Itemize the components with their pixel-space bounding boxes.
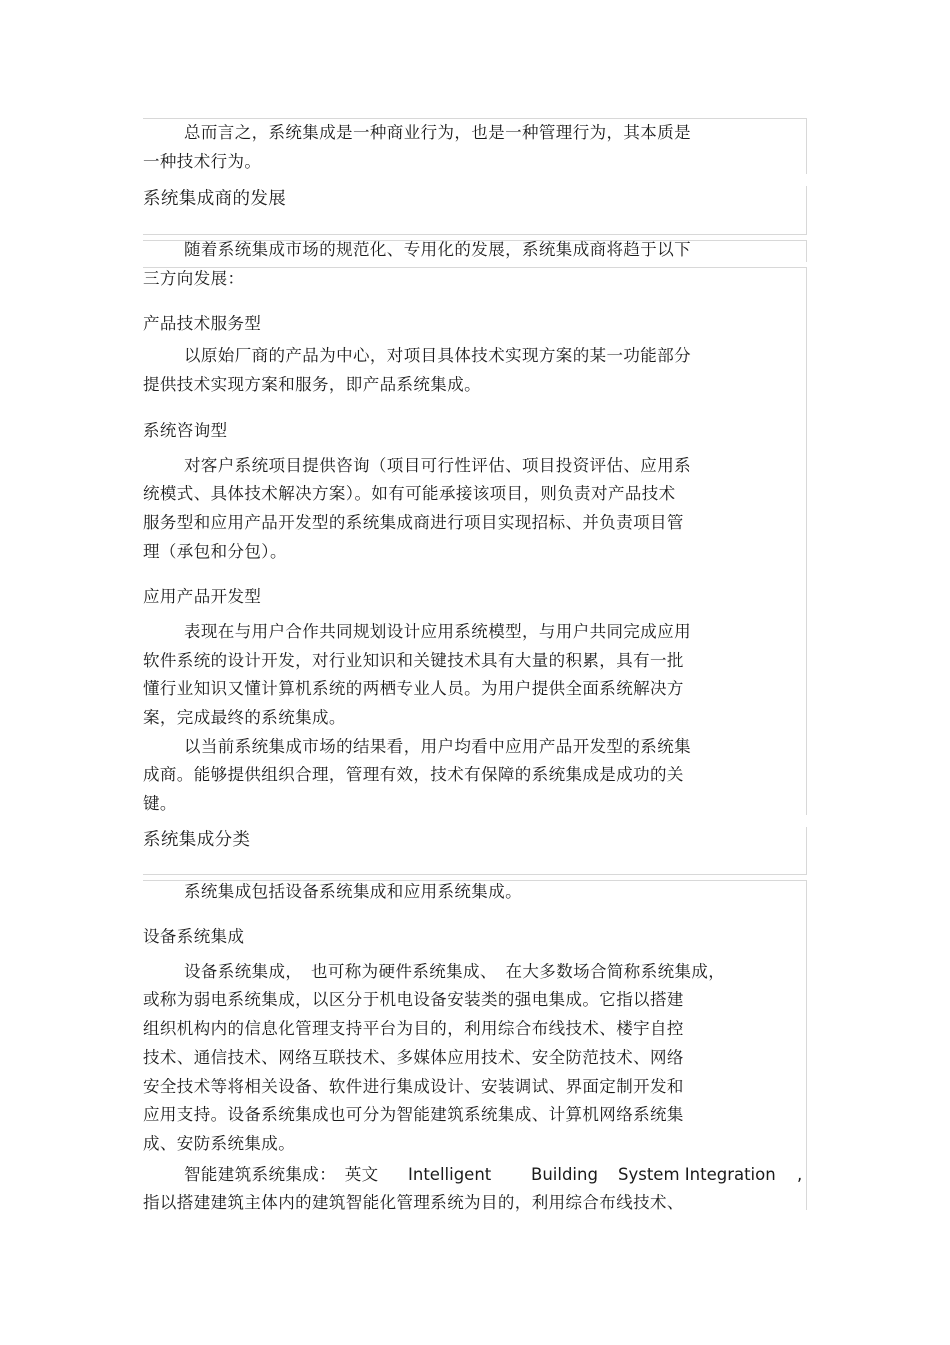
- paragraph-line: 或称为弱电系统集成，以区分于机电设备安装类的强电集成。它指以搭建: [143, 990, 684, 1009]
- paragraph-line: 随着系统集成市场的规范化、专用化的发展，系统集成商将趋于以下: [184, 240, 691, 259]
- cell-border: [806, 118, 807, 174]
- paragraph-line: 表现在与用户合作共同规划设计应用系统模型，与用户共同完成应用: [184, 622, 691, 641]
- cell-border: [806, 240, 807, 262]
- section-heading: 系统集成商的发展: [143, 189, 287, 209]
- cell-border: [143, 874, 807, 875]
- paragraph-line: 指以搭建建筑主体内的建筑智能化管理系统为目的，利用综合布线技术、: [143, 1193, 684, 1212]
- cell-border: [143, 234, 807, 235]
- paragraph-line: 一种技术行为。: [143, 152, 262, 171]
- paragraph-line: 提供技术实现方案和服务，即产品系统集成。: [143, 375, 481, 394]
- paragraph-line: 服务型和应用产品开发型的系统集成商进行项目实现招标、并负责项目管: [143, 513, 684, 532]
- subsection-heading: 设备系统集成: [143, 927, 245, 946]
- english-term: Building: [531, 1165, 598, 1184]
- cell-border: [143, 118, 807, 119]
- cell-border: [806, 827, 807, 874]
- paragraph-line: 三方向发展：: [143, 269, 245, 288]
- paragraph-line: 软件系统的设计开发，对行业知识和关键技术具有大量的积累，具有一批: [143, 651, 684, 670]
- english-term: System Integration: [618, 1165, 776, 1184]
- paragraph-line: 设备系统集成， 也可称为硬件系统集成、 在大多数场合简称系统集成，: [184, 962, 726, 981]
- paragraph-line: 理（承包和分包）。: [143, 542, 287, 561]
- paragraph-line: 以当前系统集成市场的结果看，用户均看中应用产品开发型的系统集: [184, 737, 691, 756]
- cell-border: [806, 186, 807, 234]
- cell-border: [806, 267, 807, 815]
- paragraph-line: 技术、通信技术、网络互联技术、多媒体应用技术、安全防范技术、网络: [143, 1048, 684, 1067]
- paragraph-line: 统模式、具体技术解决方案）。如有可能承接该项目，则负责对产品技术: [143, 484, 676, 503]
- punctuation: ,: [797, 1165, 803, 1184]
- paragraph-line: 智能建筑系统集成： 英文: [184, 1165, 379, 1184]
- english-term: Intelligent: [408, 1165, 492, 1184]
- paragraph-line: 成、安防系统集成。: [143, 1134, 296, 1153]
- subsection-heading: 系统咨询型: [143, 421, 228, 440]
- section-heading: 系统集成分类: [143, 830, 251, 850]
- paragraph-line: 安全技术等将相关设备、软件进行集成设计、安装调试、界面定制开发和: [143, 1077, 684, 1096]
- cell-border: [806, 880, 807, 1210]
- paragraph-line: 懂行业知识又懂计算机系统的两栖专业人员。为用户提供全面系统解决方: [143, 679, 684, 698]
- paragraph-line: 对客户系统项目提供咨询（项目可行性评估、项目投资评估、应用系: [184, 456, 691, 475]
- paragraph-line: 系统集成包括设备系统集成和应用系统集成。: [184, 882, 522, 901]
- paragraph-line: 以原始厂商的产品为中心，对项目具体技术实现方案的某一功能部分: [184, 346, 691, 365]
- paragraph-line: 案，完成最终的系统集成。: [143, 708, 346, 727]
- paragraph-line: 成商。能够提供组织合理，管理有效，技术有保障的系统集成是成功的关: [143, 765, 684, 784]
- paragraph-line: 键。: [143, 794, 177, 813]
- paragraph-line: 组织机构内的信息化管理支持平台为目的，利用综合布线技术、楼宇自控: [143, 1019, 684, 1038]
- paragraph-line: 总而言之，系统集成是一种商业行为，也是一种管理行为，其本质是: [184, 123, 691, 142]
- subsection-heading: 产品技术服务型: [143, 314, 262, 333]
- paragraph-line: 应用支持。设备系统集成也可分为智能建筑系统集成、计算机网络系统集: [143, 1105, 684, 1124]
- subsection-heading: 应用产品开发型: [143, 587, 262, 606]
